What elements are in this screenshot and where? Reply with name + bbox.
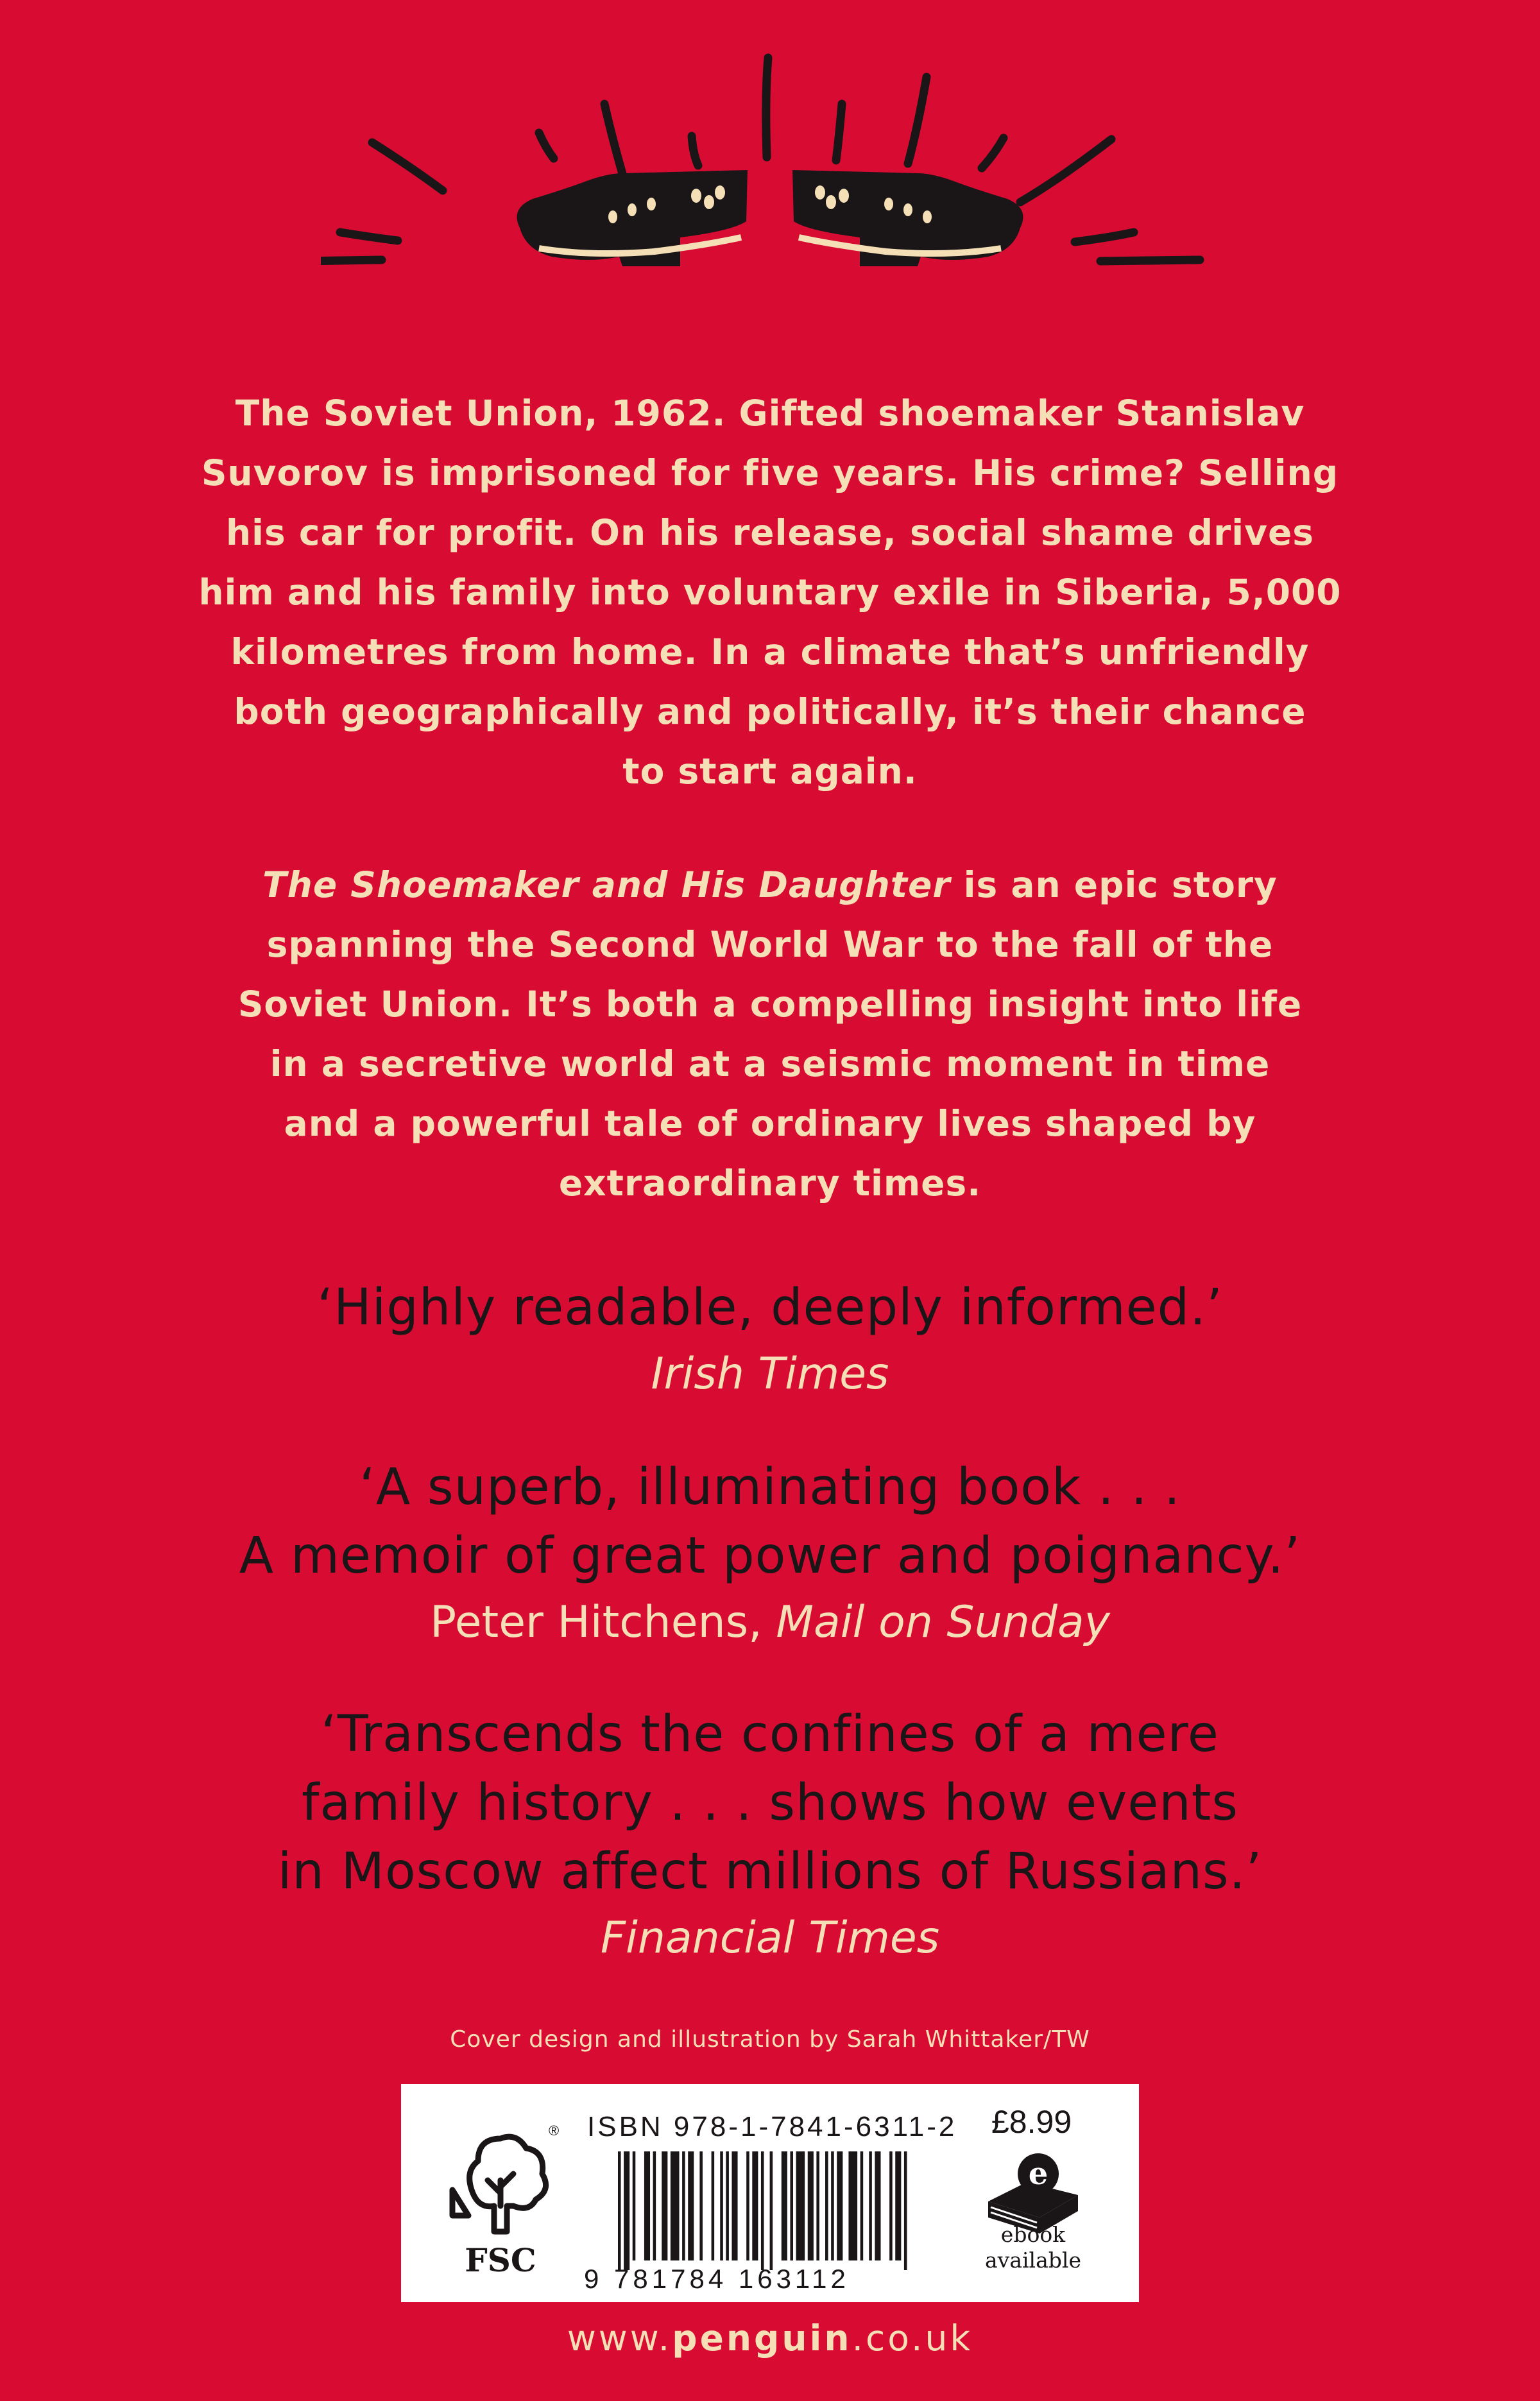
- barcode-bar: [682, 2151, 685, 2260]
- ebook-label-line-2: available: [985, 2248, 1081, 2273]
- barcode: [618, 2151, 910, 2270]
- quote-author: Peter Hitchens,: [430, 1597, 776, 1648]
- barcode-bar: [624, 2151, 629, 2270]
- shoes-with-rays-icon: [321, 45, 1219, 340]
- barcode-digits: 9 781784 163112: [584, 2264, 850, 2294]
- quote-text: family history . . . shows how events: [302, 1774, 1238, 1832]
- blurb-line: in a secretive world at a seismic moment in time: [270, 1043, 1270, 1084]
- barcode-bar: [869, 2151, 872, 2260]
- barcode-bar: [895, 2151, 901, 2260]
- quote-source: [96, 1906, 1444, 1970]
- barcode-bar: [848, 2151, 857, 2260]
- website-suffix: .co.uk: [851, 2318, 973, 2359]
- registered-mark: ®: [549, 2123, 560, 2139]
- barcode-bar: [699, 2151, 703, 2260]
- left-shoe: [517, 170, 748, 266]
- blurb-line: is an epic story: [950, 864, 1278, 905]
- blurb-line: to start again.: [622, 751, 918, 792]
- barcode-bar: [720, 2151, 723, 2260]
- quote-source: [96, 1342, 1444, 1406]
- book-title: The Shoemaker and His Daughter: [262, 864, 951, 905]
- barcode-bar: [618, 2151, 621, 2270]
- barcode-bar: [808, 2151, 814, 2260]
- barcode-bar: [875, 2151, 880, 2260]
- barcode-bar: [782, 2151, 787, 2260]
- quote-publication: Irish Times: [651, 1349, 889, 1399]
- barcode-bar: [796, 2151, 805, 2260]
- quote-text: A memoir of great power and poignancy.’: [239, 1527, 1301, 1585]
- barcode-bar: [671, 2151, 680, 2260]
- right-shoe: [792, 170, 1023, 266]
- barcode-bar: [752, 2151, 758, 2260]
- blurb-line: The Soviet Union, 1962. Gifted shoemaker Stanislav: [235, 393, 1305, 434]
- blurb-line: his car for profit. On his release, social shame drives: [225, 512, 1315, 553]
- quote-text: ‘A superb, illuminating book . . .: [359, 1458, 1181, 1516]
- barcode-bar: [688, 2151, 694, 2260]
- publisher-website[interactable]: [0, 2318, 1540, 2359]
- blurb-line: Soviet Union. It’s both a compelling insight into life: [237, 984, 1303, 1025]
- review-quote-3: [96, 1700, 1444, 1970]
- quote-text: in Moscow affect millions of Russians.’: [277, 1843, 1263, 1901]
- review-quote-1: [96, 1274, 1444, 1406]
- barcode-bar: [653, 2151, 656, 2260]
- blurb-paragraph-2: [160, 855, 1380, 1213]
- blurb-line: and a powerful tale of ordinary lives shaped by: [284, 1103, 1256, 1144]
- ebook-label: [966, 2222, 1100, 2273]
- barcode-bar: [644, 2151, 650, 2260]
- website-brand: penguin: [672, 2318, 852, 2359]
- barcode-bar: [837, 2151, 843, 2260]
- blurb-line: Suvorov is imprisoned for five years. His crime? Selling: [201, 452, 1339, 493]
- barcode-bar: [889, 2151, 893, 2260]
- svg-text:e: e: [1028, 2156, 1048, 2192]
- quote-source: [96, 1591, 1444, 1655]
- design-credit: Cover design and illustration by Sarah Whittaker/TW: [450, 2026, 1090, 2053]
- blurb-line: spanning the Second World War to the fall of the: [266, 924, 1274, 965]
- price: £8.99: [991, 2104, 1072, 2140]
- barcode-bar: [633, 2151, 636, 2260]
- review-quote-2: [96, 1453, 1444, 1655]
- quote-text: ‘Highly readable, deeply informed.’: [317, 1279, 1223, 1337]
- quote-publication: Mail on Sunday: [776, 1597, 1110, 1648]
- barcode-bar: [726, 2151, 729, 2260]
- blurb-line: extraordinary times.: [558, 1163, 982, 1204]
- blurb-line: both geographically and politically, it’s their chance: [234, 691, 1306, 732]
- barcode-bar: [662, 2151, 667, 2260]
- fsc-label: FSC: [465, 2241, 536, 2279]
- barcode-bar: [712, 2151, 715, 2260]
- barcode-bar: [816, 2151, 819, 2260]
- blurb-paragraph-1: [160, 384, 1380, 801]
- fsc-tree-icon: [440, 2119, 561, 2241]
- website-prefix: www.: [567, 2318, 672, 2359]
- barcode-bar: [761, 2151, 764, 2270]
- barcode-bar: [790, 2151, 793, 2260]
- fsc-logo: [440, 2119, 561, 2279]
- barcode-bar: [860, 2151, 864, 2260]
- barcode-bar: [825, 2151, 828, 2260]
- ebook-label-line-1: ebook: [1000, 2222, 1066, 2247]
- barcode-bar: [770, 2151, 773, 2270]
- quote-text: ‘Transcends the confines of a mere: [321, 1705, 1219, 1763]
- blurb-line: him and his family into voluntary exile in Siberia, 5,000: [198, 572, 1342, 613]
- barcode-panel: [401, 2084, 1139, 2302]
- isbn-label: ISBN 978-1-7841-6311-2: [587, 2111, 957, 2142]
- barcode-bar: [746, 2151, 749, 2260]
- quote-publication: Financial Times: [600, 1913, 940, 1963]
- blurb-line: kilometres from home. In a climate that’s unfriendly: [230, 631, 1310, 672]
- barcode-bar: [904, 2151, 907, 2270]
- barcode-bar: [732, 2151, 737, 2260]
- barcode-bar: [831, 2151, 834, 2260]
